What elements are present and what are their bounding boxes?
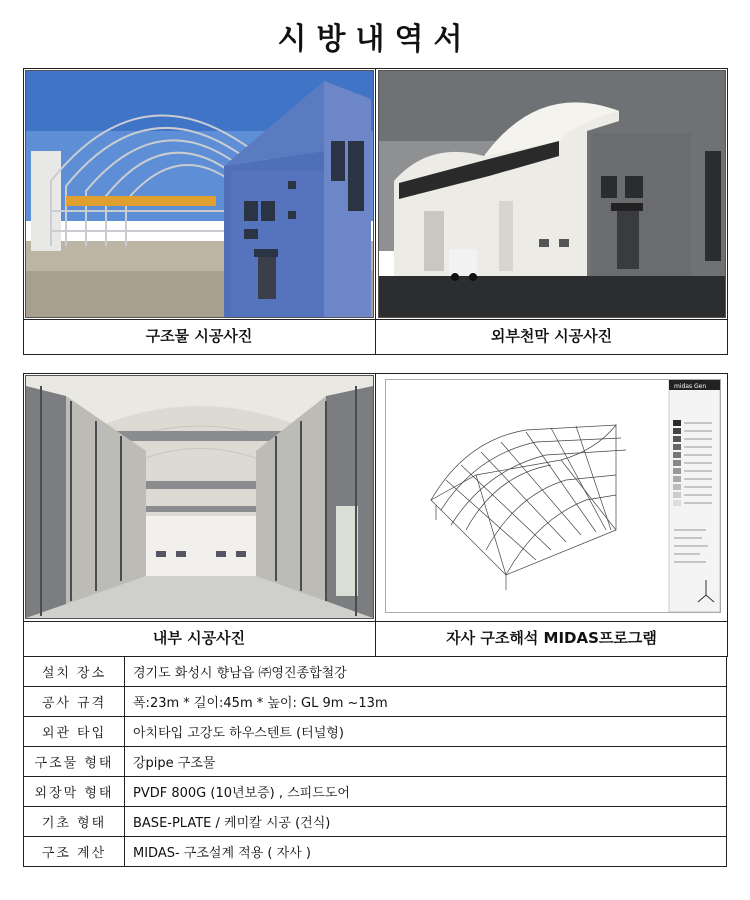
structure-construction-photo: [25, 70, 374, 318]
table-row: [24, 777, 727, 807]
table-row: [24, 807, 727, 837]
spec-label: 구조물 형태: [24, 747, 125, 777]
spec-label: 구조 계산: [24, 837, 125, 867]
table-row: [24, 837, 727, 867]
spec-label: 공사 규격: [24, 687, 125, 717]
table-row: [24, 657, 727, 687]
spec-value: BASE-PLATE / 케미칼 시공 (건식): [125, 807, 727, 837]
spec-label: 설치 장소: [24, 657, 125, 687]
spec-label: 기초 형태: [24, 807, 125, 837]
table-row: [24, 747, 727, 777]
photo-caption: 외부천막 시공사진: [490, 327, 613, 345]
spec-value: MIDAS- 구조설계 적용 ( 자사 ): [125, 837, 727, 867]
photo-caption: 자사 구조해석 MIDAS프로그램: [446, 629, 657, 647]
midas-header: midas Gen: [674, 383, 707, 390]
photo-caption: 구조물 시공사진: [145, 327, 253, 345]
spec-label: 외관 타입: [24, 717, 125, 747]
page-title: 시방내역서: [277, 22, 473, 57]
midas-analysis-screenshot: [385, 379, 721, 613]
table-row: [24, 717, 727, 747]
spec-table: [23, 656, 727, 867]
exterior-membrane-photo: [378, 70, 726, 318]
photo-caption: 내부 시공사진: [152, 629, 246, 647]
table-row: [24, 687, 727, 717]
spec-value: 폭:23m * 길이:45m * 높이: GL 9m ~13m: [125, 687, 727, 717]
grid-divider: [375, 68, 376, 354]
spec-value: 경기도 화성시 향남읍 ㈜영진종합철강: [125, 657, 727, 687]
spec-value: PVDF 800G (10년보증) , 스피드도어: [125, 777, 727, 807]
spec-label: 외장막 형태: [24, 777, 125, 807]
spec-value: 아치타입 고강도 하우스텐트 (터널형): [125, 717, 727, 747]
spec-value: 강pipe 구조물: [125, 747, 727, 777]
interior-construction-photo: [25, 375, 374, 619]
grid-divider: [375, 373, 376, 656]
